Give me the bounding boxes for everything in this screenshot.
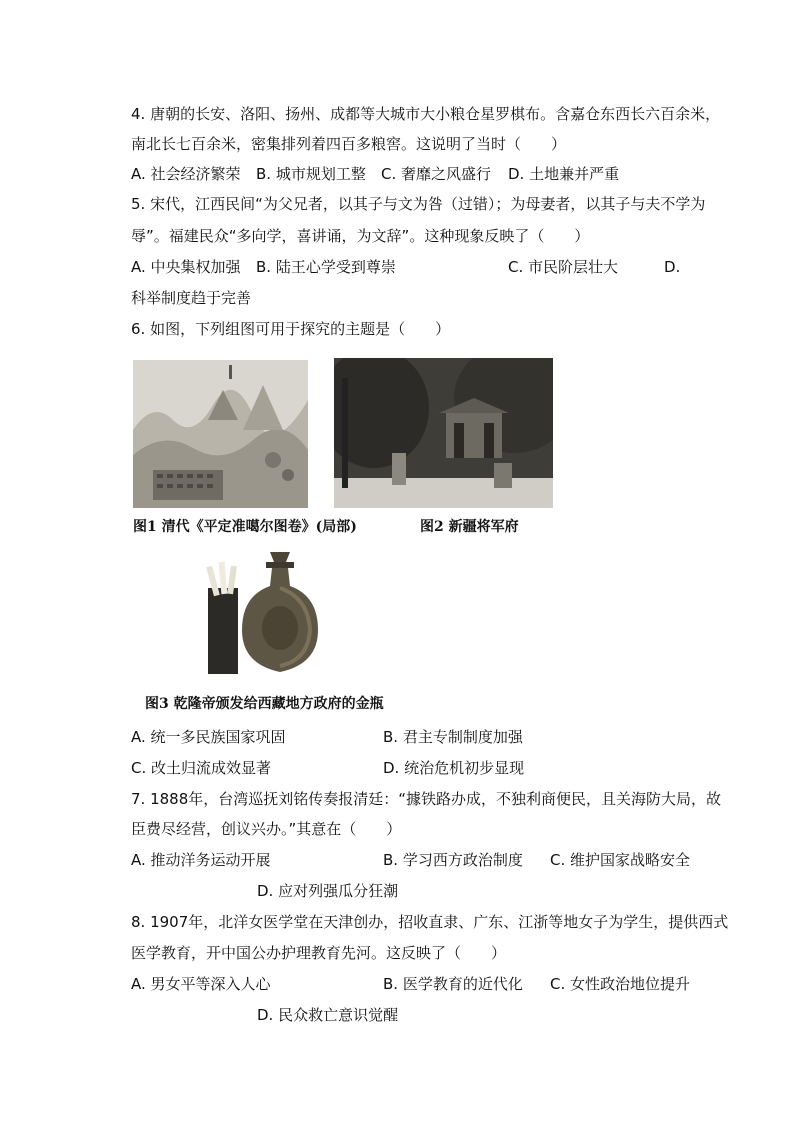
q7-stem-line2: 臣费尽经营，创议兴办。”其意在（ ） [131,820,402,838]
q8-option-d: D. 民众救亡意识觉醒 [257,1006,399,1024]
q4-option-b: B. 城市规划工整 [256,165,366,183]
figure-1-painting [133,360,308,508]
q7-option-a: A. 推动洋务运动开展 [131,851,271,869]
q4-option-a: A. 社会经济繁荣 [131,165,241,183]
q7-stem-line1: 7. 1888年，台湾巡抚刘铭传奏报清廷：“據铁路办成，不独利商便民，且关海防大局，故 [131,790,722,808]
figure-1-caption: 图1 清代《平定准噶尔图卷》(局部) [133,519,357,535]
q4-option-c: C. 奢靡之风盛行 [381,165,492,183]
q4-stem-line2: 南北长七百余米，密集排列着四百多粮窖。这说明了当时（ ） [131,135,567,153]
q5-option-a: A. 中央集权加强 [131,258,241,276]
q5-stem-line1: 5. 宋代，江西民间“为父兄者，以其子与文为咎（过错）；为母妻者，以其子与夫不学为 [131,195,706,213]
q4-stem-line1: 4. 唐朝的长安、洛阳、扬州、成都等大城市大小粮仓星罗棋布。含嘉仓东西长六百余米， [131,105,721,123]
q5-option-c: C. 市民阶层壮大 [508,258,619,276]
q5-stem-line2: 辱”。福建民众“多向学，喜讲诵，为文辞”。这种现象反映了（ ） [131,227,590,245]
q7-option-c: C. 维护国家战略安全 [550,851,691,869]
q8-option-b: B. 医学教育的近代化 [383,975,523,993]
q8-stem-line1: 8. 1907年，北洋女医学堂在天津创办，招收直隶、广东、江浙等地女子为学生，提供西式 [131,913,729,931]
q5-option-b: B. 陆王心学受到尊崇 [256,258,396,276]
figure-2-caption: 图2 新疆将军府 [420,519,519,535]
q6-option-b: B. 君主专制制度加强 [383,728,523,746]
figure-2-photo [334,358,553,508]
q6-option-a: A. 统一多民族国家巩固 [131,728,286,746]
q6-stem: 6. 如图，下列组图可用于探究的主题是（ ） [131,320,451,338]
q5-option-d-label: D. [664,258,681,276]
q5-option-d-text: 科举制度趋于完善 [131,289,252,307]
q7-option-d: D. 应对列强瓜分狂潮 [257,882,399,900]
q8-option-a: A. 男女平等深入人心 [131,975,271,993]
figure-3-golden-urn [200,548,324,676]
q8-stem-line2: 医学教育，开中国公办护理教育先河。这反映了（ ） [131,944,507,962]
q7-option-b: B. 学习西方政治制度 [383,851,523,869]
q6-option-c: C. 改土归流成效显著 [131,759,272,777]
q6-option-d: D. 统治危机初步显现 [383,759,525,777]
q8-option-c: C. 女性政治地位提升 [550,975,691,993]
q4-option-d: D. 土地兼并严重 [508,165,620,183]
figure-3-caption: 图3 乾隆帝颁发给西藏地方政府的金瓶 [145,696,384,712]
